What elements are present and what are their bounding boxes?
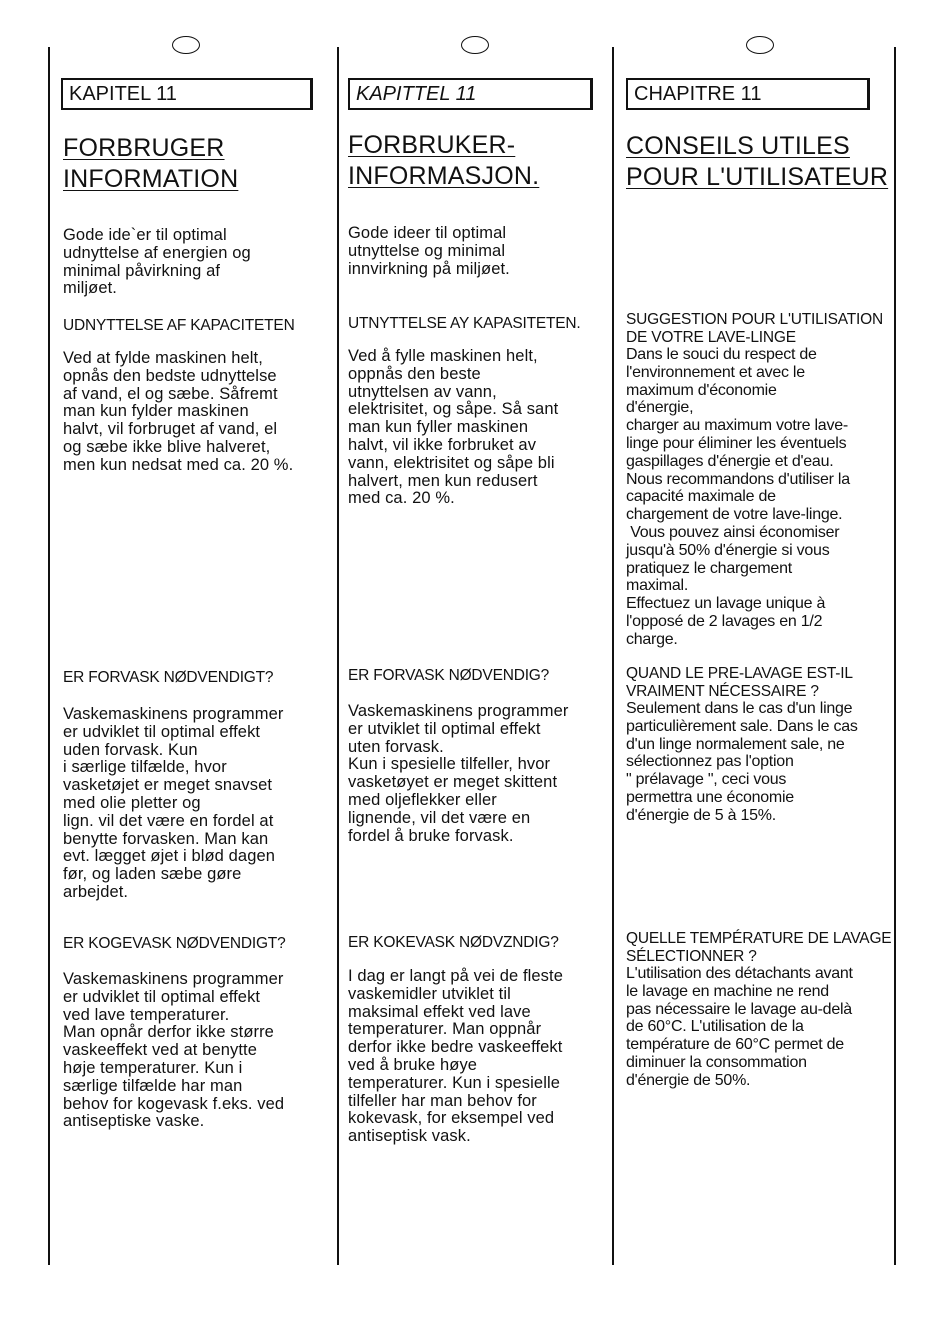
section-heading: ER FORVASK NØDVENDIG? <box>348 667 550 684</box>
title-line: INFORMATION <box>63 165 239 193</box>
section-body: I dag er langt på vei de fleste vaskemidler utviklet til maksimal effekt ved lave temperaturer. Man oppnår derfor ikke bedre vaskeeffekt ved å bruke høye temperaturer. Kun i spesielle tilfeller har man behov for kokevask, for eksempel ved antiseptisk vask. <box>348 967 563 1146</box>
title-line: CONSEILS UTILES <box>626 132 850 160</box>
section-heading: QUELLE TEMPÉRATURE DE LAVAGE SÉLECTIONNER ? <box>626 930 892 965</box>
chapter-label: KAPITEL 11 <box>61 78 313 110</box>
section-heading: SUGGESTION POUR L'UTILISATION DE VOTRE LAVE-LINGE <box>626 311 883 346</box>
column-divider <box>48 47 50 1265</box>
page-title <box>348 130 539 192</box>
section-body: Vaskemaskinens programmer er udviklet til optimal effekt uden forvask. Kun i særlige tilfælde, hvor vasketøjet er meget snavset med olie pletter og lign. vil det være en fordel at benytte forvasken. Man kan evt. lægget øjet i blød dagen før, og laden sæbe gøre arbejdet. <box>63 705 284 901</box>
section-heading: UDNYTTELSE AF KAPACITETEN <box>63 317 295 334</box>
chapter-label: CHAPITRE 11 <box>626 78 870 110</box>
section-heading: ER KOKEVASK NØDVZNDIG? <box>348 934 559 951</box>
section-body: Seulement dans le cas d'un linge particulièrement sale. Dans le cas d'un linge normalement sale, ne sélectionnez pas l'option " prélavage ", ceci vous permettra une économie d'énergie de 5 à 15%. <box>626 700 858 824</box>
title-line: POUR L'UTILISATEUR <box>626 163 889 191</box>
column-divider <box>612 47 614 1265</box>
title-line: INFORMASJON. <box>348 162 540 190</box>
section-body: Vaskemaskinens programmer er utviklet til optimal effekt uten forvask. Kun i spesielle tilfeller, hvor vasketøyet er meget skittent med oljeflekker eller lignende, vil det være en fordel å bruke forvask. <box>348 702 569 845</box>
page-title <box>626 131 888 193</box>
section-body: Ved å fylle maskinen helt, oppnås den beste utnyttelsen av vann, elektrisitet, og såpe. Så sant man kun fyller maskinen halvt, vil ikke forbruket av vann, elektrisitet og såpe bli halvert, men kun redusert med ca. 20 %. <box>348 347 559 508</box>
section-heading: UTNYTTELSE AY KAPASITETEN. <box>348 315 581 332</box>
intro-text: Gode ideer til optimal utnyttelse og minimal innvirkning på miljøet. <box>348 224 510 278</box>
column-divider <box>337 47 339 1265</box>
section-body: Vaskemaskinens programmer er udviklet til optimal effekt ved lave temperaturer. Man opnår derfor ikke større vaskeeffekt ved at benytte høje temperaturer. Kun i særlige tilfælde har man behov for kogevask f.eks. ved antiseptiske vaske. <box>63 970 285 1131</box>
title-line: FORBRUGER <box>63 134 225 162</box>
country-flag-icon <box>746 36 774 54</box>
column-divider <box>894 47 896 1265</box>
chapter-label: KAPITTEL 11 <box>348 78 593 110</box>
page-title <box>63 133 238 195</box>
section-body: Ved at fylde maskinen helt, opnås den bedste udnyttelse af vand, el og sæbe. Såfremt man kun fylder maskinen halvt, vil forbruget af vand, el og sæbe ikke blive halveret, men kun nedsat med ca. 20 %. <box>63 349 294 474</box>
country-flag-icon <box>172 36 200 54</box>
section-heading: ER KOGEVASK NØDVENDIGT? <box>63 935 286 952</box>
country-flag-icon <box>461 36 489 54</box>
title-line: FORBRUKER- <box>348 131 516 159</box>
section-body: Dans le souci du respect de l'environnement et avec le maximum d'économie d'énergie, charger au maximum votre lave- linge pour éliminer les éventuels gaspillages d'énergie et d'eau. Nous recommandons d'utiliser la capacité maximale de chargement de votre lave-linge. Vous pouvez ainsi économiser jusqu'à 50% d'énergie si vous pratiquez le chargement maximal. Effectuez un lavage unique à l'opposé de 2 lavages en 1/2 charge. <box>626 346 850 648</box>
section-heading: ER FORVASK NØDVENDIGT? <box>63 669 274 686</box>
intro-text: Gode ide`er til optimal udnyttelse af energien og minimal påvirkning af miljøet. <box>63 226 251 298</box>
section-body: L'utilisation des détachants avant le lavage en machine ne rend pas nécessaire le lavage au-delà de 60°C. L'utilisation de la température de 60°C permet de diminuer la consommation d'énergie de 50%. <box>626 965 853 1089</box>
section-heading: QUAND LE PRE-LAVAGE EST-IL VRAIMENT NÉCESSAIRE ? <box>626 665 853 700</box>
